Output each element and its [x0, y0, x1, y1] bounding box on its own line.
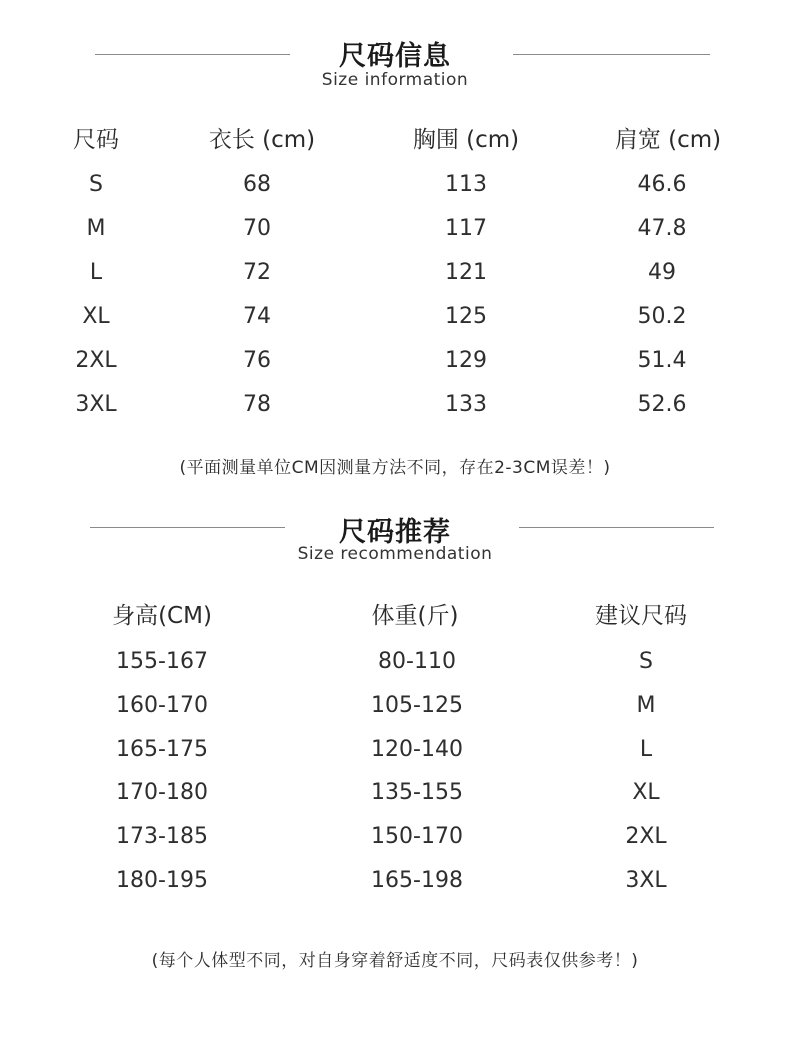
cell-weight: 150-170 — [371, 824, 463, 849]
table-row — [0, 390, 790, 420]
cell-chest: 113 — [445, 172, 487, 197]
cell-height: 160-170 — [116, 693, 208, 718]
header-height: 身高(CM) — [112, 603, 212, 629]
cell-shoulder: 52.6 — [637, 392, 687, 417]
header-shoulder: 肩宽 (cm) — [614, 127, 722, 153]
table-row — [0, 170, 790, 200]
cell-weight: 120-140 — [371, 737, 463, 762]
cell-shoulder: 49 — [648, 260, 676, 285]
cell-size: 2XL — [75, 348, 117, 373]
measurement-note: (平面测量单位CM因测量方法不同，存在2-3CM误差！) — [179, 458, 611, 478]
cell-size: S — [89, 172, 103, 197]
table-row — [0, 735, 790, 765]
header-weight: 体重(斤) — [371, 603, 459, 629]
cell-size: XL — [82, 304, 110, 329]
cell-height: 165-175 — [116, 737, 208, 762]
size-info-subtitle: Size information — [321, 70, 469, 90]
cell-chest: 125 — [445, 304, 487, 329]
cell-height: 155-167 — [116, 649, 208, 674]
cell-chest: 133 — [445, 392, 487, 417]
cell-chest: 129 — [445, 348, 487, 373]
table-row — [0, 866, 790, 896]
size-info-title: 尺码信息 — [339, 41, 451, 72]
table-row — [0, 778, 790, 808]
table-row — [0, 647, 790, 677]
size-recommendation-subtitle: Size recommendation — [297, 544, 493, 564]
table-row — [0, 214, 790, 244]
cell-weight: 105-125 — [371, 693, 463, 718]
header-length: 衣长 (cm) — [208, 127, 316, 153]
cell-shoulder: 51.4 — [637, 348, 687, 373]
table-header-row — [0, 601, 790, 631]
cell-recommended-size: 2XL — [625, 824, 667, 849]
cell-height: 180-195 — [116, 868, 208, 893]
cell-recommended-size: S — [639, 649, 653, 674]
cell-chest: 121 — [445, 260, 487, 285]
cell-height: 173-185 — [116, 824, 208, 849]
cell-shoulder: 46.6 — [637, 172, 687, 197]
cell-shoulder: 50.2 — [637, 304, 687, 329]
fit-note: (每个人体型不同，对自身穿着舒适度不同，尺码表仅供参考！) — [151, 951, 639, 971]
table-row — [0, 258, 790, 288]
table-header-row — [0, 125, 790, 155]
cell-recommended-size: XL — [632, 780, 660, 805]
size-recommendation-title: 尺码推荐 — [339, 517, 451, 548]
cell-length: 78 — [243, 392, 271, 417]
table-row — [0, 302, 790, 332]
cell-shoulder: 47.8 — [637, 216, 687, 241]
cell-chest: 117 — [445, 216, 487, 241]
cell-length: 76 — [243, 348, 271, 373]
cell-recommended-size: L — [639, 737, 653, 762]
cell-size: M — [86, 216, 106, 241]
header-chest: 胸围 (cm) — [412, 127, 520, 153]
cell-length: 74 — [243, 304, 271, 329]
cell-weight: 135-155 — [371, 780, 463, 805]
table-row — [0, 691, 790, 721]
header-size: 尺码 — [73, 127, 119, 153]
table-row — [0, 346, 790, 376]
cell-recommended-size: M — [636, 693, 656, 718]
cell-recommended-size: 3XL — [625, 868, 667, 893]
cell-weight: 165-198 — [371, 868, 463, 893]
cell-length: 72 — [243, 260, 271, 285]
cell-size: 3XL — [75, 392, 117, 417]
cell-height: 170-180 — [116, 780, 208, 805]
cell-weight: 80-110 — [378, 649, 456, 674]
cell-length: 68 — [243, 172, 271, 197]
cell-size: L — [89, 260, 103, 285]
cell-length: 70 — [243, 216, 271, 241]
header-recommended-size: 建议尺码 — [595, 603, 687, 629]
table-row — [0, 822, 790, 852]
